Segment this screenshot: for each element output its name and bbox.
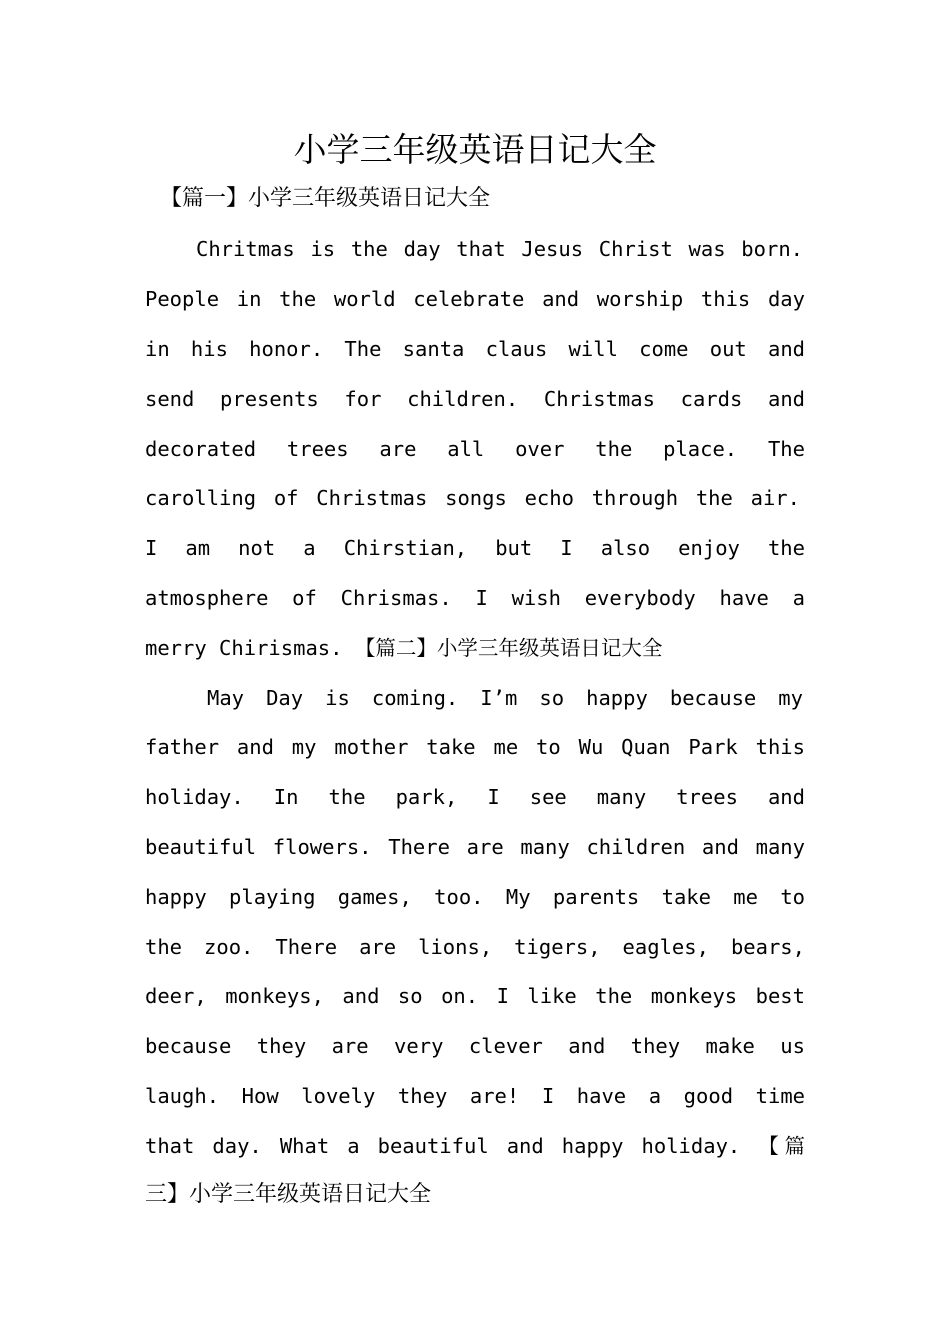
text-line: holiday. In the park, I see many trees and	[145, 785, 805, 809]
text-line-with-heading-2: merry Chirismas. 【篇二】小学三年级英语日记大全	[145, 636, 663, 660]
text-line: happy playing games, too. My parents take me to	[145, 885, 805, 909]
text-line: the zoo. There are lions, tigers, eagles, bears,	[145, 935, 805, 959]
document-title: 小学三年级英语日记大全	[293, 130, 657, 169]
text-line: carolling of Christmas songs echo through the air.	[145, 486, 800, 510]
text-line: send presents for children. Christmas cards and	[145, 387, 805, 411]
text-line: People in the world celebrate and worship this day	[145, 287, 805, 311]
section-heading-1: 【篇一】小学三年级英语日记大全	[160, 186, 491, 211]
text-line: laugh. How lovely they are! I have a good time	[145, 1084, 805, 1108]
text-line: in his honor. The santa claus will come out and	[145, 337, 805, 361]
text-line: May Day is coming. I’m so happy because my	[207, 686, 803, 710]
text-line: atmosphere of Chrismas. I wish everybody have a	[145, 586, 805, 610]
text-line-with-heading-3: that day. What a beautiful and happy holiday. 【篇	[145, 1134, 805, 1158]
text-line: Chritmas is the day that Jesus Christ was born.	[196, 237, 803, 261]
text-line: deer, monkeys, and so on. I like the monkeys best	[145, 984, 805, 1008]
text-line: because they are very clever and they make us	[145, 1034, 805, 1058]
section-heading-3-continued: 三】小学三年级英语日记大全	[145, 1182, 432, 1207]
text-line: father and my mother take me to Wu Quan Park this	[145, 735, 805, 759]
text-line: beautiful flowers. There are many children and many	[145, 835, 805, 859]
text-line: I am not a Chirstian, but I also enjoy the	[145, 536, 805, 560]
text-line: decorated trees are all over the place. The	[145, 437, 805, 461]
